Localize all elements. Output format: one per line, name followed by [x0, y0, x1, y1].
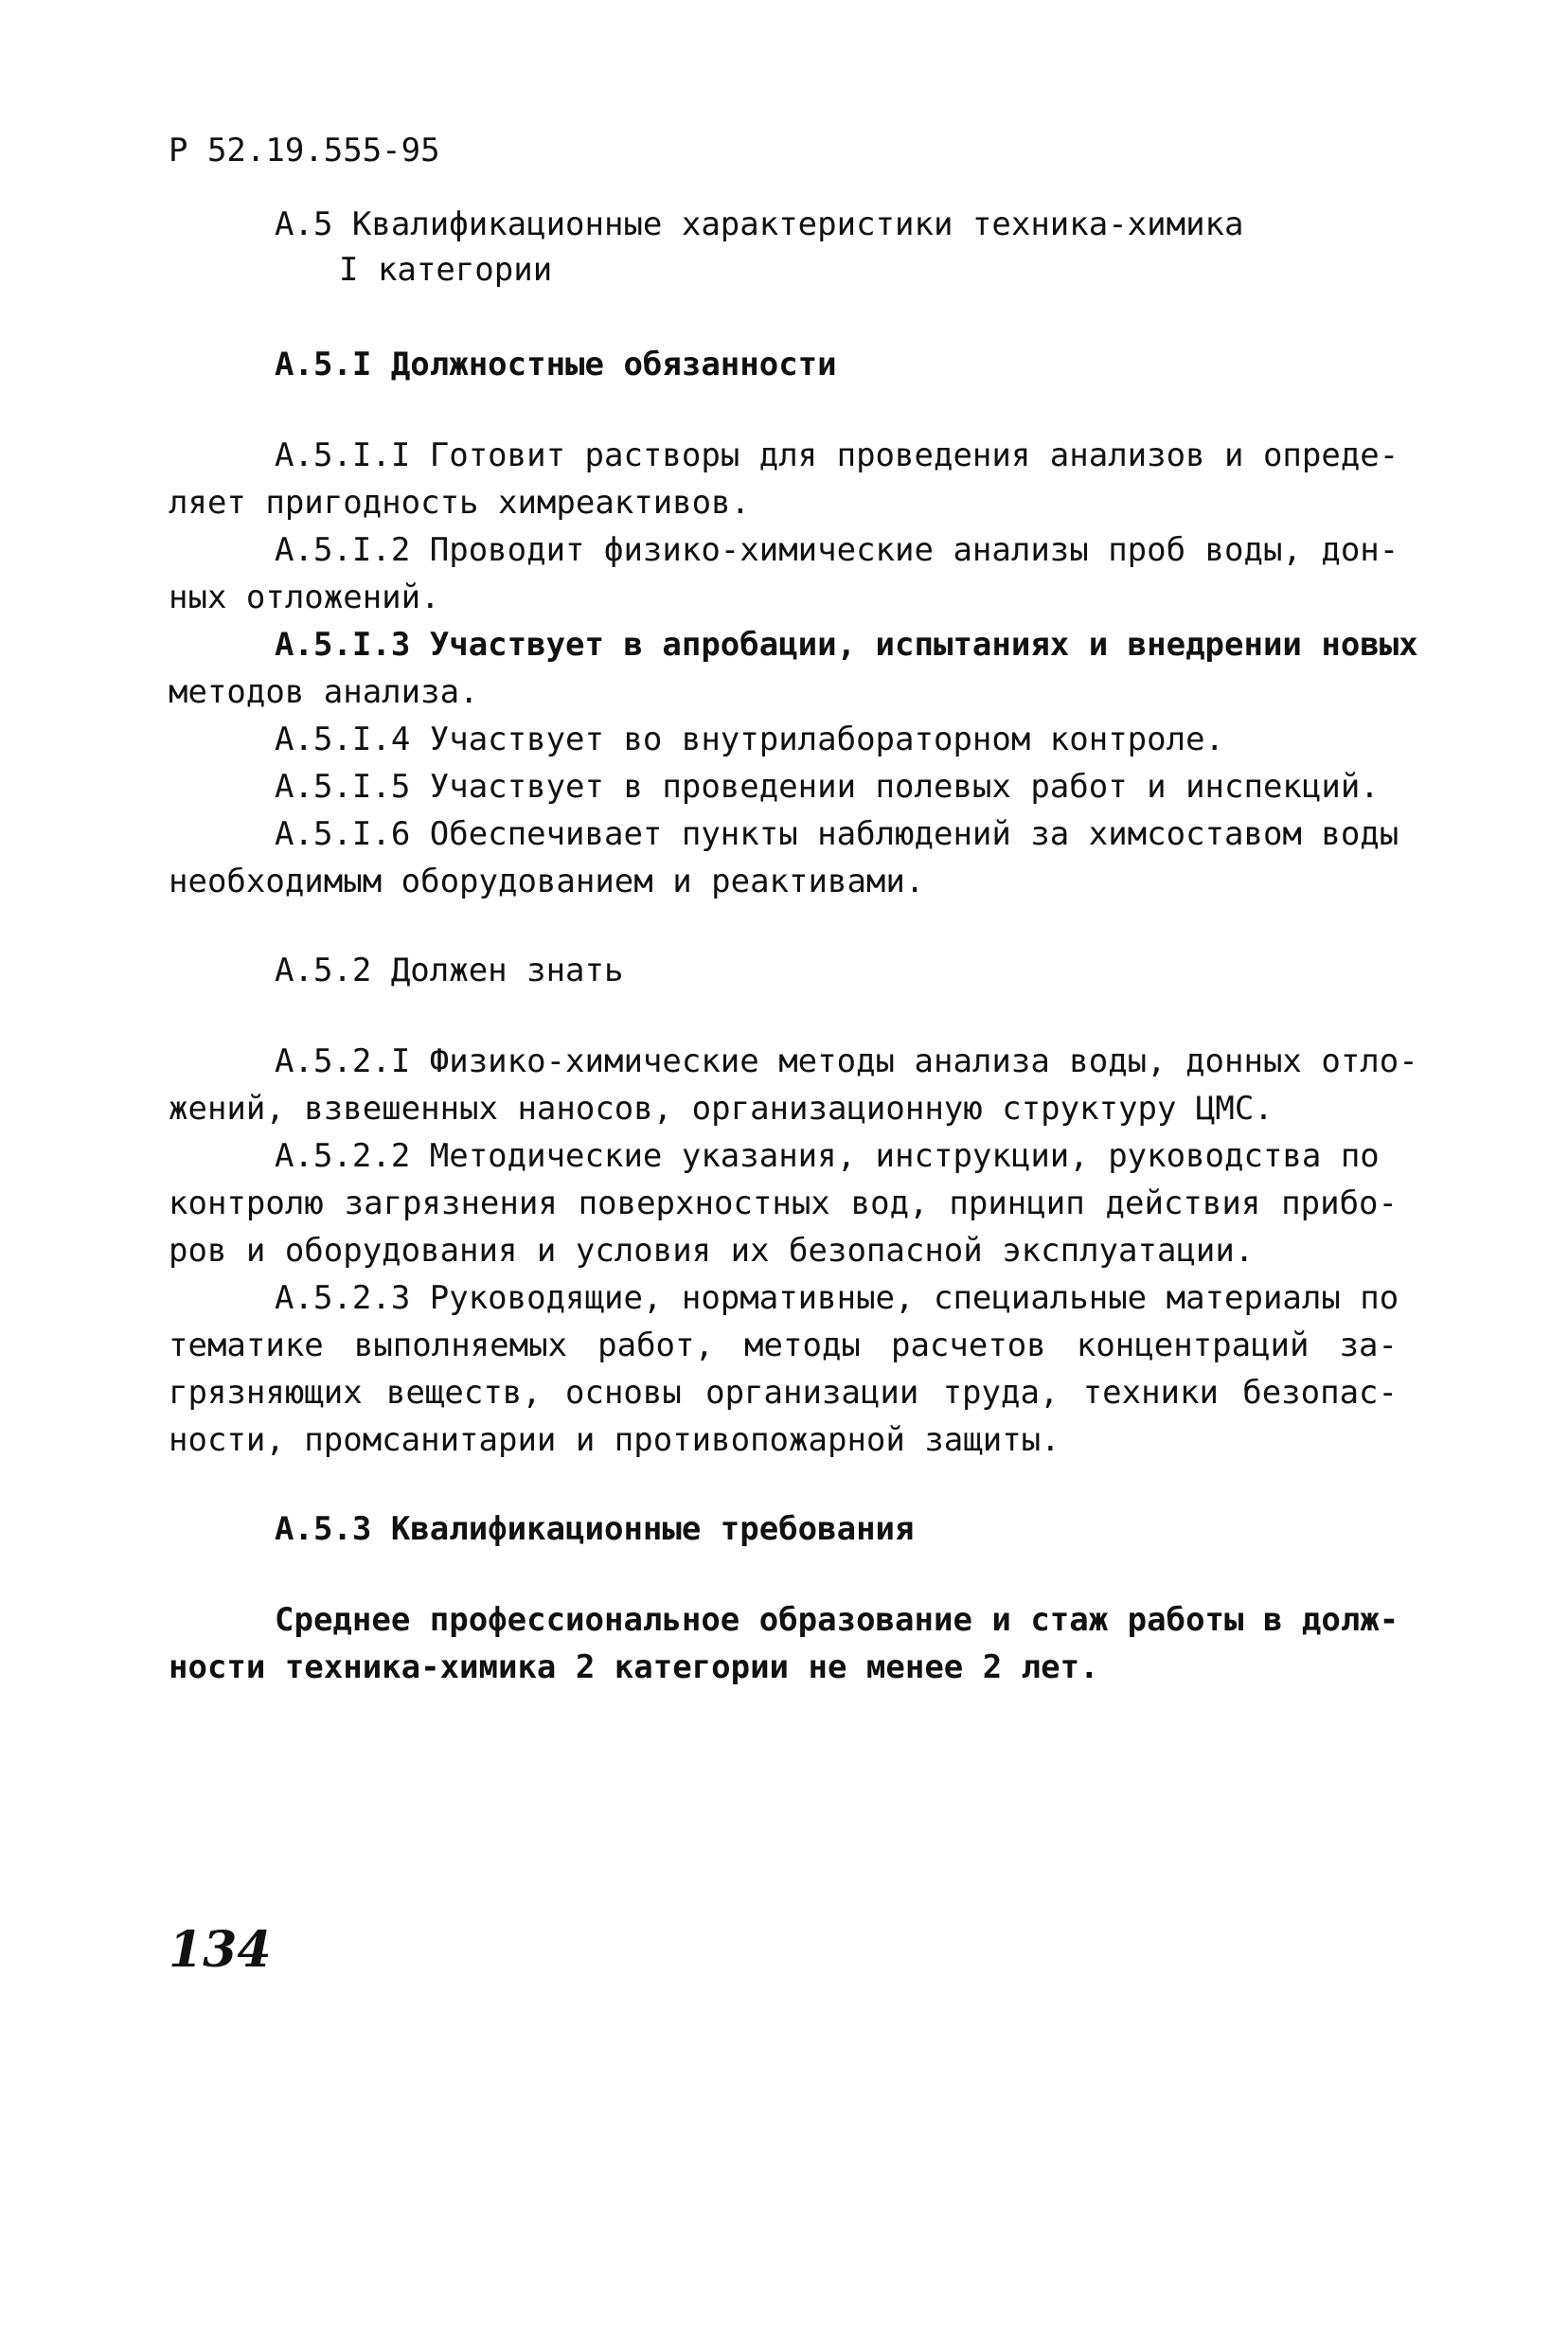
duty-line: А.5.I.I Готовит растворы для проведения анализов и опреде-	[275, 436, 1399, 474]
duty-line: ляет пригодность химреактивов.	[169, 484, 751, 522]
requirements-heading: А.5.3 Квалификационные требования	[275, 1510, 915, 1548]
knowledge-heading: А.5.2 Должен знать	[275, 952, 624, 989]
knowledge-line: ров и оборудования и условия их безопасной эксплуатации.	[169, 1232, 1255, 1270]
duty-line: А.5.I.2 Проводит физико-химические анализы проб воды, дон-	[275, 531, 1399, 569]
requirements-line: Среднее профессиональное образование и стаж работы в долж-	[275, 1601, 1399, 1639]
knowledge-line: грязняющих веществ, основы организации труда, техники безопас-	[169, 1374, 1398, 1412]
duty-line: необходимым оборудованием и реактивами.	[169, 863, 925, 900]
knowledge-line: ности, промсанитарии и противопожарной защиты.	[169, 1421, 1060, 1459]
duty-line: А.5.I.4 Участвует во внутрилабораторном контроле.	[275, 721, 1225, 758]
knowledge-line: А.5.2.2 Методические указания, инструкции, руководства по	[275, 1137, 1380, 1175]
duties-heading: А.5.I Должностные обязанности	[275, 346, 837, 383]
duty-line: А.5.I.6 Обеспечивает пункты наблюдений за химсоставом воды	[275, 815, 1399, 853]
knowledge-line: тематике выполняемых работ, методы расчетов концентраций за-	[169, 1326, 1398, 1364]
document-code: Р 52.19.555-95	[169, 132, 440, 169]
knowledge-line: жений, взвешенных наносов, организационную структуру ЦМС.	[169, 1090, 1274, 1128]
page-number: 134	[169, 1921, 272, 1979]
duty-line: методов анализа.	[169, 673, 479, 711]
duty-line: А.5.I.5 Участвует в проведении полевых работ и инспекций.	[275, 768, 1380, 806]
duty-line: ных отложений.	[169, 578, 440, 616]
section-title-continued: I категории	[339, 251, 553, 289]
knowledge-line: А.5.2.3 Руководящие, нормативные, специальные материалы по	[275, 1279, 1399, 1317]
section-title: А.5 Квалификационные характеристики техника-химика	[275, 205, 1244, 243]
duty-line: А.5.I.3 Участвует в апробации, испытаниях и внедрении новых	[275, 626, 1418, 664]
requirements-line: ности техника-химика 2 категории не менее 2 лет.	[169, 1648, 1099, 1686]
knowledge-line: контролю загрязнения поверхностных вод, принцип действия прибо-	[169, 1184, 1398, 1222]
knowledge-line: А.5.2.I Физико-химические методы анализа воды, донных отло-	[275, 1042, 1418, 1080]
